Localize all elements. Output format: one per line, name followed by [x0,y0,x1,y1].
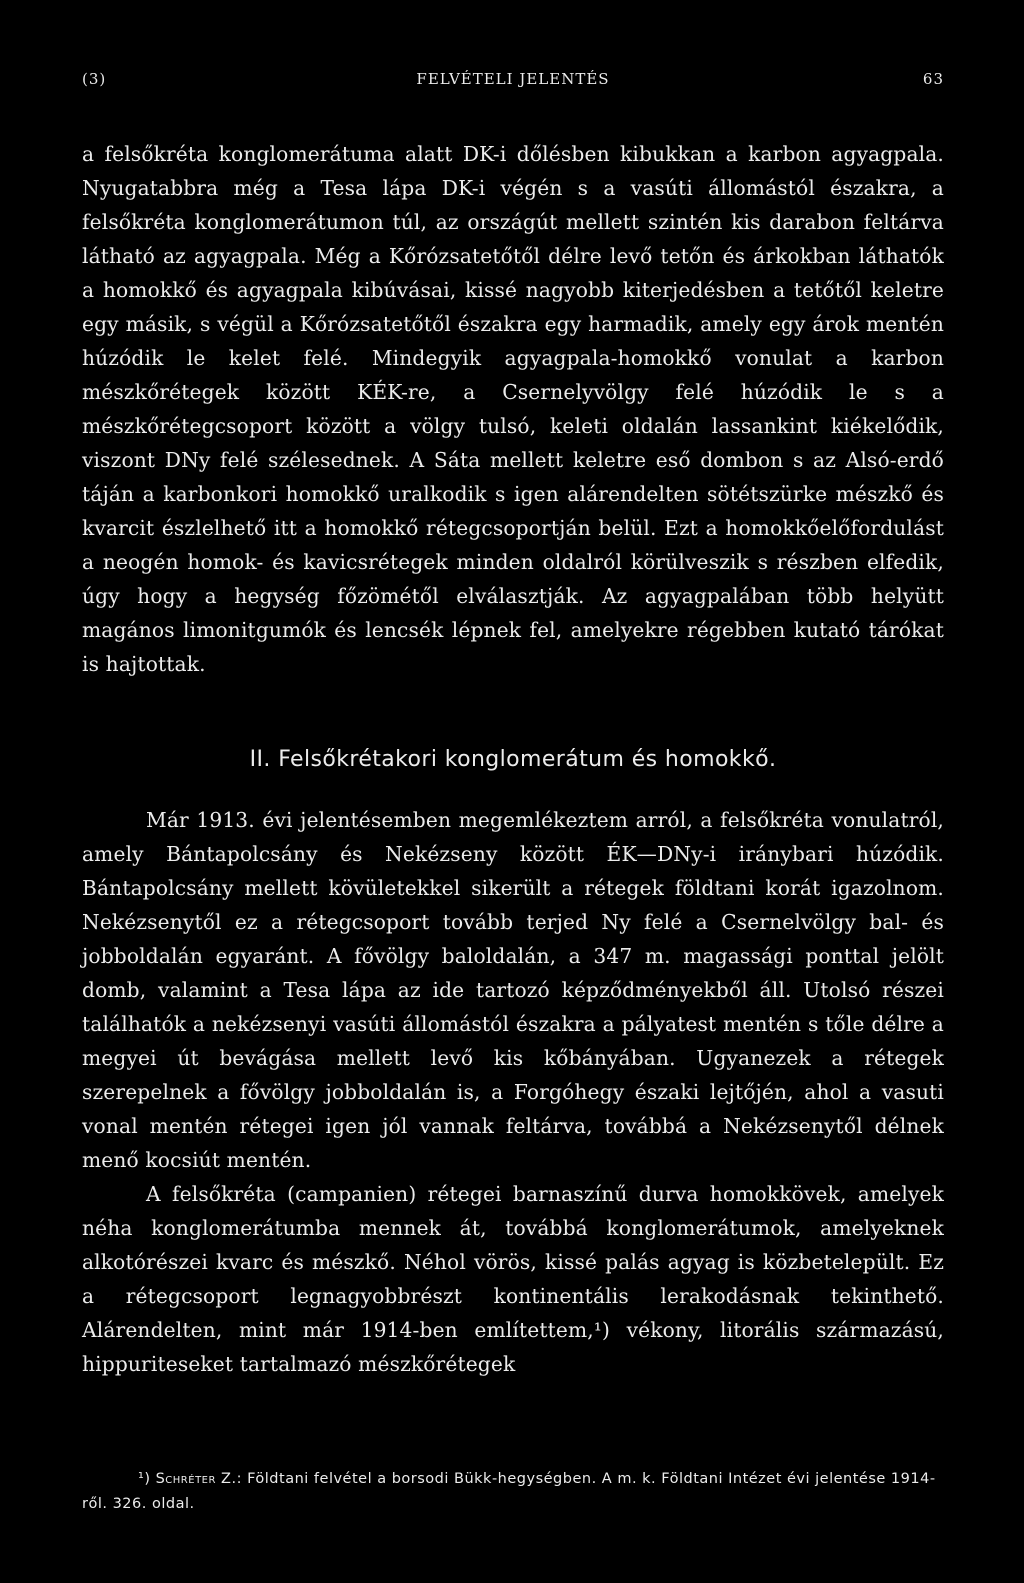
footnote-marker: ¹) [138,1471,151,1487]
footnote [82,1467,944,1517]
paragraph: A felsőkréta (campanien) rétegei barnaszínű durva homokkövek, amelyek néha konglomerátumba mennek át, továbbá konglomerátumok, amelyeknek alkotórészei kvarc és mészkő. Néhol vörös, kissé palás agyag is közbetelepült. Ez a rétegcsoport legnagyobbrészt kontinentális lerakodásnak tekinthető. Alárendelten, mint már 1914-ben említettem,¹) vékony, litorális származású, hippuriteseket tartalmazó mészkőrétegek [82,1182,944,1376]
main-text [82,137,944,1381]
page-number: 63 [922,70,944,88]
footnote-author: Schréter Z. [155,1471,237,1487]
running-header [82,70,944,94]
footnote-text: : Földtani felvétel a borsodi Bükk-hegységben. A m. k. Földtani Intézet évi jelentése 1914-ről. 326. oldal. [82,1471,936,1512]
chapter-number: (3) [82,70,107,88]
running-title: FELVÉTELI JELENTÉS [416,70,610,88]
section-heading: II. Felsőkrétakori konglomerátum és homokkő. [249,747,777,772]
paragraph: Már 1913. évi jelentésemben megemlékeztem arról, a felsőkréta vonulatról, amely Bántapolcsány és Nekézseny között ÉK—DNy-i iránybari húzódik. Bántapolcsány mellett kövületekkel sikerült a rétegek földtani korát igazolnom. Nekézsenytől ez a rétegcsoport tovább terjed Ny felé a Csernelvölgy bal- és jobboldalán egyaránt. A fővölgy baloldalán, a 347 m. magassági ponttal jelölt domb, valamint a Tesa lápa az ide tartozó képződményekből áll. Utolsó részei találhatók a nekézsenyi vasúti állomástól északra a pályatest mentén s tőle délre a megyei út bevágása mellett levő kis kőbányában. Ugyanezek a rétegek szerepelnek a fővölgy jobboldalán is, a Forgóhegy északi lejtőjén, ahol a vasuti vonal mentén rétegei igen jól vannak feltárva, továbbá a Nekézsenytől délnek menő kocsiút mentén. [82,808,944,1172]
paragraph: a felsőkréta konglomerátuma alatt DK-i dőlésben kibukkan a karbon agyagpala. Nyugatabbra még a Tesa lápa DK-i végén s a vasúti állomástól északra, a felsőkréta konglomerátumon túl, az országút mellett szintén kis darabon feltárva látható az agyagpala. Még a Kőrózsatetőtől délre levő tetőn és árkokban láthatók a homokkő és agyagpala kibúvásai, kissé nagyobb kiterjedésben a tetőtől keletre egy másik, s végül a Kőrózsatetőtől északra egy harmadik, amely egy árok mentén húzódik le kelet felé. Mindegyik agyagpala-homokkő vonulat a karbon mészkőrétegek között KÉK-re, a Csernelyvölgy felé húzódik le s a mészkőrétegcsoport között a völgy tulsó, keleti oldalán lassankint kiékelődik, viszont DNy felé szélesednek. A Sáta mellett keletre eső dombon s az Alsó-erdő táján a karbonkori homokkő uralkodik s igen alárendelten sötétszürke mészkő és kvarcit észlelhető itt a homokkő rétegcsoportján belül. Ezt a homokkőelőfordulást a neogén homok- és kavicsrétegek minden oldalról körülveszik s részben elfedik, úgy hogy a hegység főzömétől elválasztják. Az agyagpalában több helyütt magános limonitgumók és lencsék lépnek fel, amelyekre régebben kutató tárókat is hajtottak. [82,142,944,676]
